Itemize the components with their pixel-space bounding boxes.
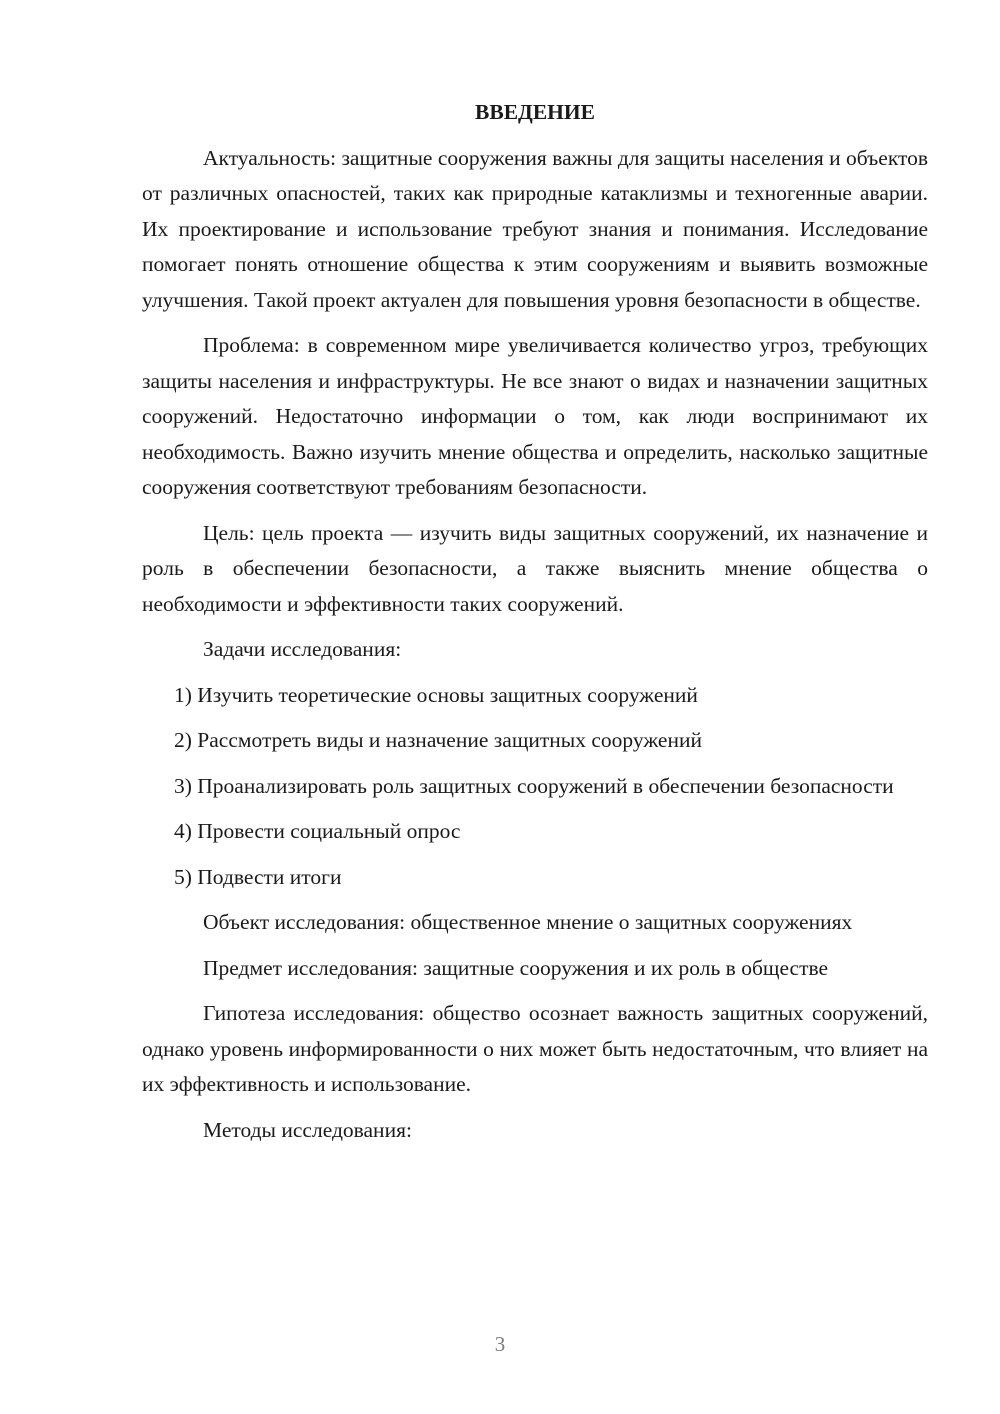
methods-title: Методы исследования: [203,1117,412,1142]
object-paragraph: Объект исследования: общественное мнение о защитных сооружениях [203,910,853,934]
tasks-list [142,678,928,896]
page-number: 3 [494,1332,506,1356]
hypothesis-paragraph: Гипотеза исследования: общество осознает важность защитных сооружений, однако уровень информированности о них может быть недостаточным, что влияет на их эффективность и использование. [142,1001,928,1096]
tasks-title: Задачи исследования: [203,637,402,661]
list-item: 3) Проанализировать роль защитных сооружений в обеспечении безопасности [174,773,894,798]
document-page [142,95,928,1158]
list-item: 2) Рассмотреть виды и назначение защитных сооружений [174,728,702,752]
relevance-paragraph: Актуальность: защитные сооружения важны для защиты населения и объектов от различных опасностей, таких как природные катаклизмы и техногенные аварии. Их проектирование и использование требуют знания и понимания. Исследование помогает понять отношение общества к этим сооружениям и выявить возможные улучшения. Такой проект актуален для повышения уровня безопасности в обществе. [142,145,928,312]
problem-paragraph: Проблема: в современном мире увеличивается количество угроз, требующих защиты населения и инфраструктуры. Не все знают о видах и назначении защитных сооружений. Недостаточно информации о том, как люди воспринимают их необходимость. Важно изучить мнение общества и определить, насколько защитные сооружения соответствуют требованиям безопасности. [142,333,928,499]
list-item: 4) Провести социальный опрос [174,819,461,843]
list-item: 5) Подвести итоги [174,864,342,889]
subject-paragraph: Предмет исследования: защитные сооружения и их роль в обществе [203,955,829,980]
section-heading: ВВЕДЕНИЕ [475,100,595,124]
list-item: 1) Изучить теоретические основы защитных сооружений [174,682,698,707]
goal-paragraph: Цель: цель проекта — изучить виды защитных сооружений, их назначение и роль в обеспечении безопасности, а также выяснить мнение общества о необходимости и эффективности таких сооружений. [142,520,928,616]
